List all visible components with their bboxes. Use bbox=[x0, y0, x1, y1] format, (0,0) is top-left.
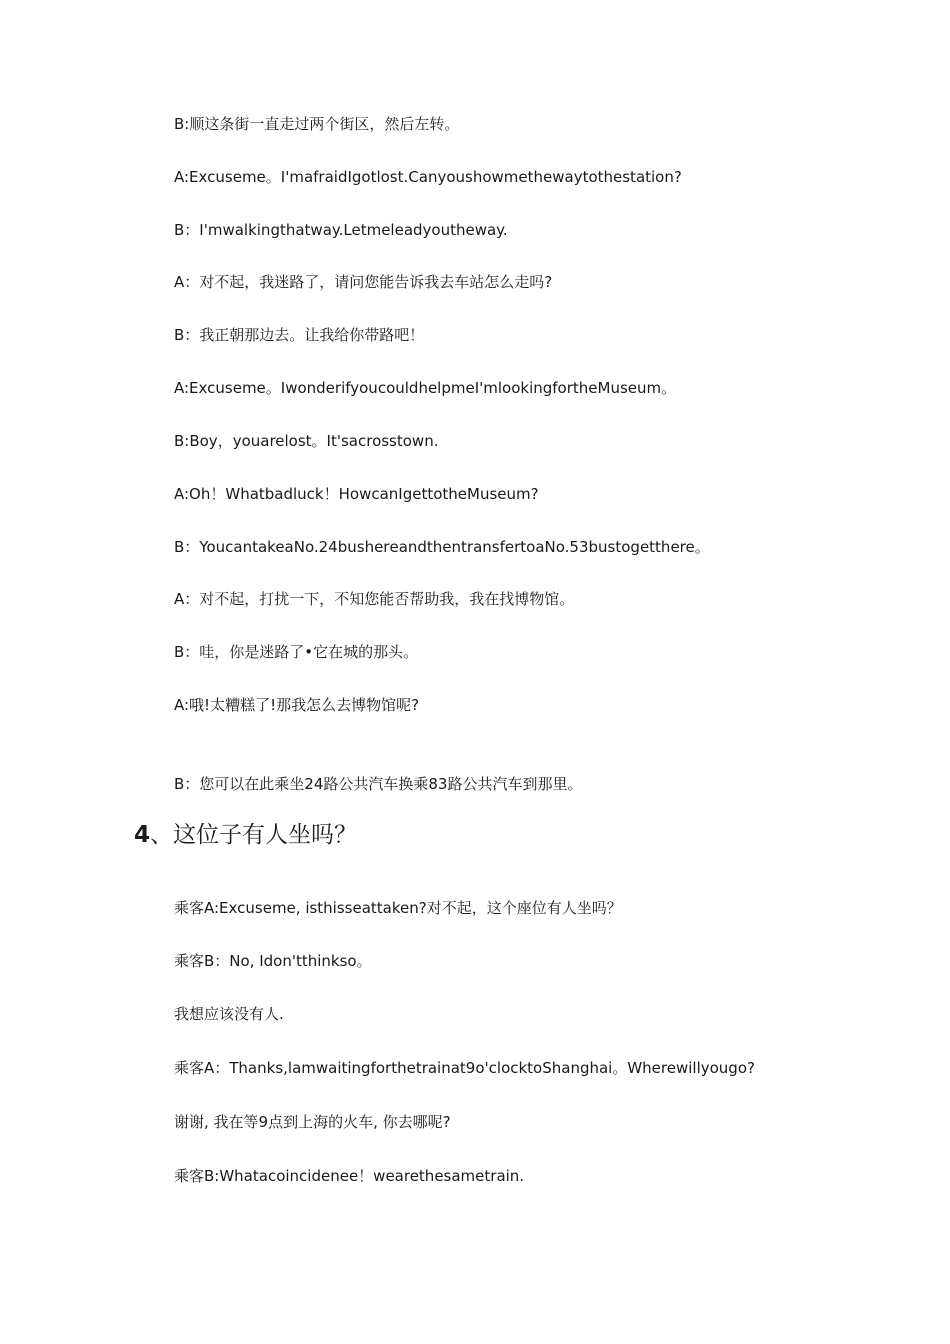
dialogue-line: B：I'mwalkingthatway.Letmeleadyoutheway. bbox=[174, 221, 508, 239]
section-title: 、这位子有人坐吗？ bbox=[150, 822, 358, 848]
dialogue-line: 谢谢, 我在等9点到上海的火车, 你去哪呢? bbox=[174, 1113, 451, 1131]
dialogue-line: 乘客A:Excuseme, isthisseattaken?对不起，这个座位有人坐吗？ bbox=[174, 899, 622, 917]
dialogue-line: B：YoucantakeaNo.24busherеandthentransfertoaNo.53bustogetthere。 bbox=[174, 538, 710, 556]
dialogue-line: 我想应该没有人. bbox=[174, 1005, 284, 1023]
section-heading bbox=[134, 820, 357, 850]
dialogue-line: A:哦!太糟糕了!那我怎么去博物馆呢? bbox=[174, 696, 420, 714]
dialogue-line: B：我正朝那边去。让我给你带路吧！ bbox=[174, 326, 425, 344]
dialogue-line: 乘客A：Thanks,lamwaitingforthetrainat9o'clocktoShanghai。Wherewillyougo? bbox=[174, 1059, 755, 1077]
dialogue-line: A:Oh！Whatbadluck！HowcanIgettotheMuseum? bbox=[174, 485, 539, 503]
dialogue-line: A：对不起，打扰一下，不知您能否帮助我，我在找博物馆。 bbox=[174, 590, 575, 608]
section-number: 4 bbox=[134, 822, 151, 848]
dialogue-line: 乘客B:Whatacoincidenee！wearethesametrain. bbox=[174, 1167, 525, 1185]
dialogue-line: 乘客B：No, Idon'tthinkso。 bbox=[174, 952, 372, 970]
dialogue-line: B:Boy，youarelost。It'sacrosstown. bbox=[174, 432, 439, 450]
dialogue-line: B:顺这条街一直走过两个街区，然后左转。 bbox=[174, 115, 460, 133]
dialogue-line: A:Excuseme。IwonderifyoucouldhelpmeI'mlookingfortheMuseum。 bbox=[174, 379, 677, 397]
dialogue-line: B：哇，你是迷路了•它在城的那头。 bbox=[174, 643, 419, 661]
dialogue-line: A:Excuseme。I'mafraidIgotlost.Canyoushowmethewaytothestation? bbox=[174, 168, 682, 186]
dialogue-line: A：对不起，我迷路了，请问您能告诉我去车站怎么走吗? bbox=[174, 273, 553, 291]
dialogue-line: B：您可以在此乘坐24路公共汽车换乘83路公共汽车到那里。 bbox=[174, 775, 583, 793]
